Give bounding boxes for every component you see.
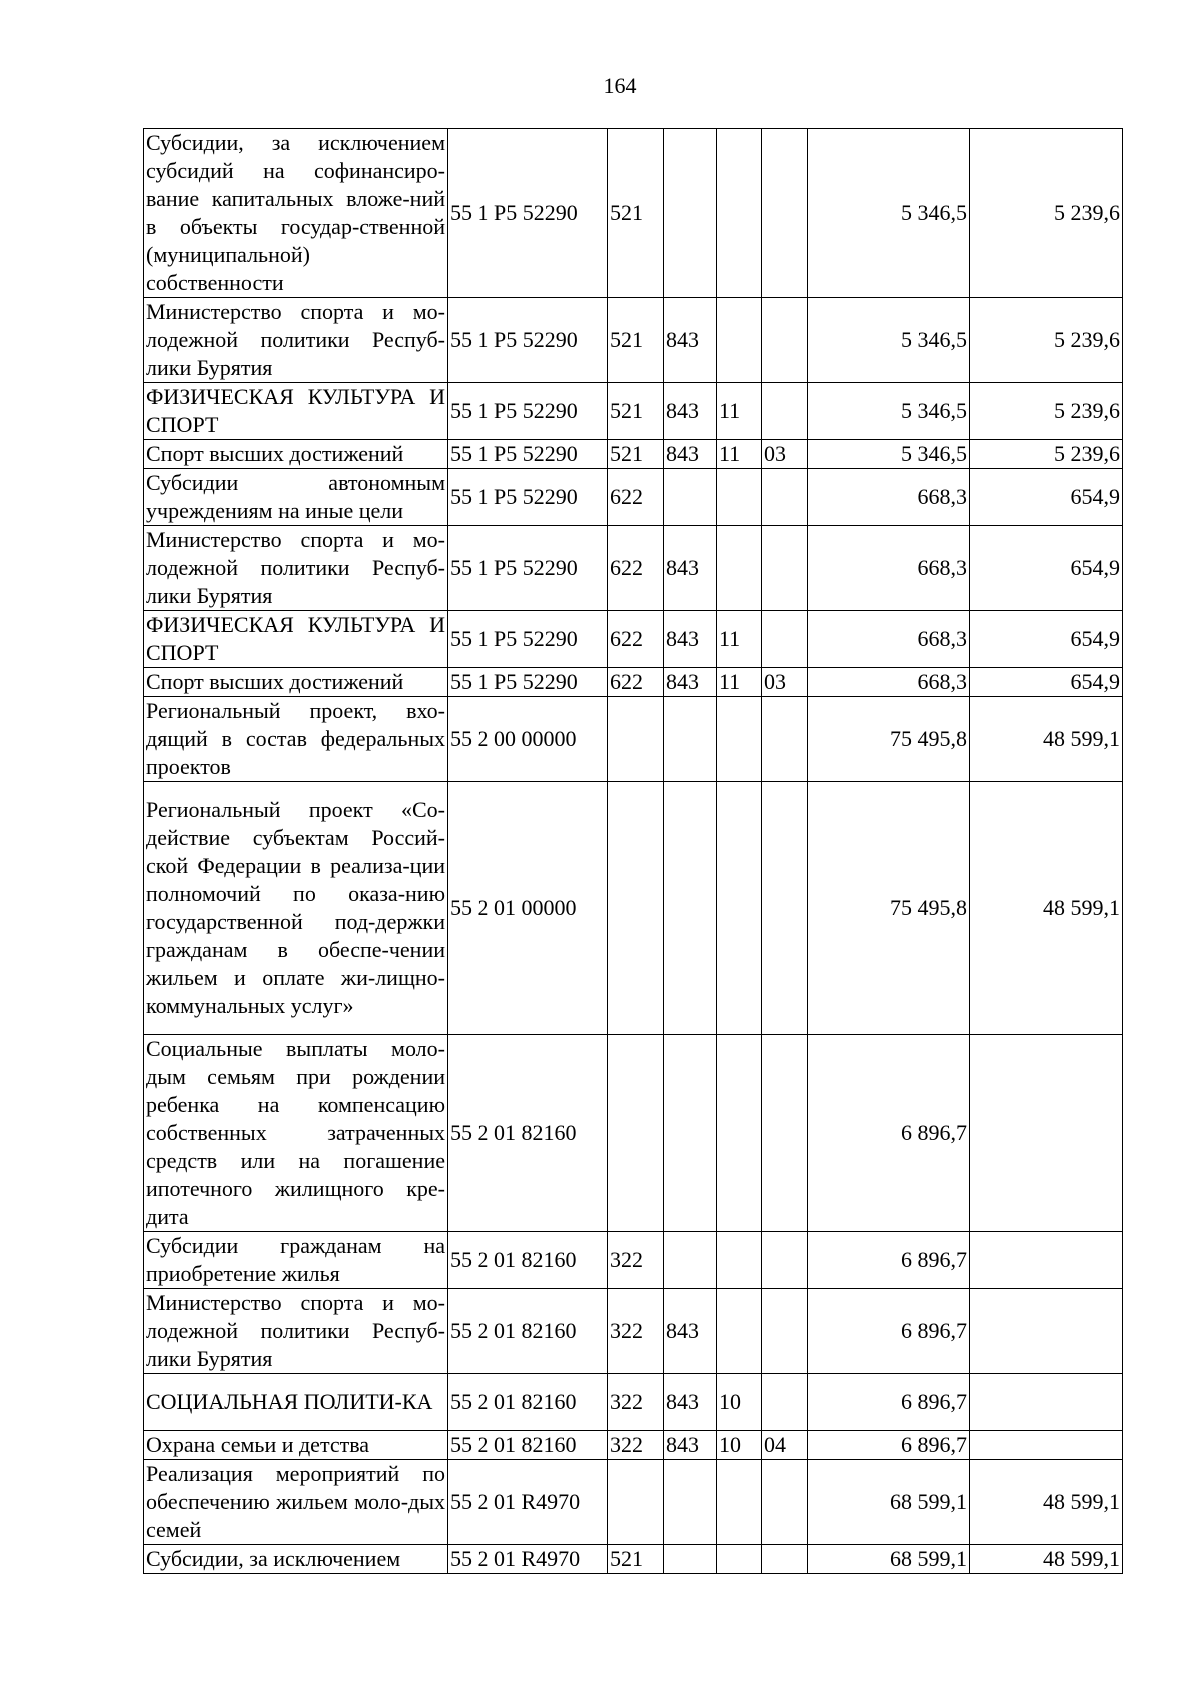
cell-expense-type: 521 bbox=[608, 440, 664, 469]
cell-name: Спорт высших достижений bbox=[144, 668, 448, 697]
table-row bbox=[144, 526, 1123, 611]
cell-expense-type bbox=[608, 782, 664, 1035]
cell-amount-1: 75 495,8 bbox=[808, 782, 970, 1035]
cell-amount-2: 5 239,6 bbox=[970, 440, 1123, 469]
cell-section: 11 bbox=[717, 668, 762, 697]
cell-name: Спорт высших достижений bbox=[144, 440, 448, 469]
cell-expense-type: 521 bbox=[608, 383, 664, 440]
cell-section bbox=[717, 1545, 762, 1574]
table-row bbox=[144, 611, 1123, 668]
cell-name: Реализация мероприятий по обеспечению жильем моло-дых семей bbox=[144, 1460, 448, 1545]
cell-ministry-code: 843 bbox=[664, 440, 717, 469]
cell-amount-2: 48 599,1 bbox=[970, 697, 1123, 782]
cell-subsection: 03 bbox=[762, 440, 808, 469]
table-row bbox=[144, 298, 1123, 383]
cell-expense-type: 322 bbox=[608, 1374, 664, 1431]
table-row bbox=[144, 383, 1123, 440]
cell-section bbox=[717, 1035, 762, 1232]
cell-expense-type bbox=[608, 1035, 664, 1232]
cell-expense-type: 622 bbox=[608, 469, 664, 526]
cell-amount-1: 75 495,8 bbox=[808, 697, 970, 782]
cell-section bbox=[717, 469, 762, 526]
cell-expense-type: 521 bbox=[608, 129, 664, 298]
table-row bbox=[144, 440, 1123, 469]
cell-name: Региональный проект, вхо-дящий в состав федеральных проектов bbox=[144, 697, 448, 782]
cell-name: Субсидии гражданам на приобретение жилья bbox=[144, 1232, 448, 1289]
cell-code: 55 1 P5 52290 bbox=[448, 383, 608, 440]
cell-ministry-code bbox=[664, 1545, 717, 1574]
cell-amount-1: 68 599,1 bbox=[808, 1545, 970, 1574]
cell-section bbox=[717, 129, 762, 298]
cell-name: ФИЗИЧЕСКАЯ КУЛЬТУРА И СПОРТ bbox=[144, 383, 448, 440]
cell-subsection bbox=[762, 697, 808, 782]
cell-code: 55 2 01 82160 bbox=[448, 1431, 608, 1460]
cell-amount-2: 48 599,1 bbox=[970, 1545, 1123, 1574]
cell-name: Министерство спорта и мо-лодежной политики Респуб-лики Бурятия bbox=[144, 1289, 448, 1374]
cell-amount-1: 5 346,5 bbox=[808, 298, 970, 383]
cell-amount-1: 668,3 bbox=[808, 526, 970, 611]
cell-section bbox=[717, 782, 762, 1035]
cell-amount-2: 5 239,6 bbox=[970, 298, 1123, 383]
cell-amount-2: 654,9 bbox=[970, 469, 1123, 526]
cell-ministry-code bbox=[664, 1232, 717, 1289]
cell-subsection: 04 bbox=[762, 1431, 808, 1460]
cell-code: 55 1 P5 52290 bbox=[448, 469, 608, 526]
cell-name: Региональный проект «Со-действие субъектам Россий-ской Федерации в реализа-ции полномочий по оказа-нию государственной под-держки гражданам в обеспе-чении жильем и оплате жи-лищно-коммунальных услуг» bbox=[144, 782, 448, 1035]
cell-section: 10 bbox=[717, 1374, 762, 1431]
cell-expense-type bbox=[608, 697, 664, 782]
cell-amount-1: 668,3 bbox=[808, 668, 970, 697]
cell-amount-1: 68 599,1 bbox=[808, 1460, 970, 1545]
cell-amount-2 bbox=[970, 1289, 1123, 1374]
cell-name: СОЦИАЛЬНАЯ ПОЛИТИ-КА bbox=[144, 1374, 448, 1431]
cell-ministry-code bbox=[664, 1035, 717, 1232]
table-row bbox=[144, 1460, 1123, 1545]
cell-expense-type bbox=[608, 1460, 664, 1545]
cell-amount-2: 48 599,1 bbox=[970, 1460, 1123, 1545]
cell-ministry-code bbox=[664, 129, 717, 298]
cell-amount-2: 5 239,6 bbox=[970, 129, 1123, 298]
cell-ministry-code: 843 bbox=[664, 668, 717, 697]
cell-amount-2 bbox=[970, 1232, 1123, 1289]
cell-section bbox=[717, 1289, 762, 1374]
cell-name: Охрана семьи и детства bbox=[144, 1431, 448, 1460]
cell-amount-2: 654,9 bbox=[970, 611, 1123, 668]
cell-code: 55 2 01 00000 bbox=[448, 782, 608, 1035]
table-row bbox=[144, 1232, 1123, 1289]
cell-amount-2 bbox=[970, 1035, 1123, 1232]
cell-section: 11 bbox=[717, 611, 762, 668]
cell-subsection bbox=[762, 383, 808, 440]
cell-name: Министерство спорта и мо-лодежной политики Респуб-лики Бурятия bbox=[144, 526, 448, 611]
cell-code: 55 1 P5 52290 bbox=[448, 526, 608, 611]
cell-amount-1: 5 346,5 bbox=[808, 129, 970, 298]
cell-name: Социальные выплаты моло-дым семьям при рождении ребенка на компенсацию собственных затраченных средств или на погашение ипотечного жилищного кре-дита bbox=[144, 1035, 448, 1232]
cell-code: 55 1 P5 52290 bbox=[448, 298, 608, 383]
table-row bbox=[144, 1545, 1123, 1574]
cell-amount-2: 654,9 bbox=[970, 668, 1123, 697]
cell-code: 55 2 01 82160 bbox=[448, 1035, 608, 1232]
cell-code: 55 2 01 82160 bbox=[448, 1232, 608, 1289]
table-row bbox=[144, 1035, 1123, 1232]
cell-code: 55 2 00 00000 bbox=[448, 697, 608, 782]
cell-code: 55 2 01 82160 bbox=[448, 1374, 608, 1431]
cell-subsection bbox=[762, 1289, 808, 1374]
cell-section: 11 bbox=[717, 383, 762, 440]
cell-ministry-code bbox=[664, 782, 717, 1035]
cell-name: Министерство спорта и мо-лодежной политики Респуб-лики Бурятия bbox=[144, 298, 448, 383]
cell-amount-1: 6 896,7 bbox=[808, 1289, 970, 1374]
cell-section bbox=[717, 298, 762, 383]
cell-name: Субсидии, за исключением bbox=[144, 1545, 448, 1574]
cell-ministry-code: 843 bbox=[664, 611, 717, 668]
cell-code: 55 2 01 82160 bbox=[448, 1289, 608, 1374]
cell-section: 10 bbox=[717, 1431, 762, 1460]
table-row bbox=[144, 1289, 1123, 1374]
cell-expense-type: 521 bbox=[608, 298, 664, 383]
table-row bbox=[144, 1374, 1123, 1431]
cell-ministry-code bbox=[664, 697, 717, 782]
cell-subsection bbox=[762, 469, 808, 526]
cell-expense-type: 521 bbox=[608, 1545, 664, 1574]
cell-amount-2 bbox=[970, 1431, 1123, 1460]
table-row bbox=[144, 129, 1123, 298]
cell-name: Субсидии автономным учреждениям на иные цели bbox=[144, 469, 448, 526]
cell-expense-type: 322 bbox=[608, 1431, 664, 1460]
cell-subsection bbox=[762, 298, 808, 383]
cell-amount-1: 5 346,5 bbox=[808, 440, 970, 469]
cell-subsection bbox=[762, 1232, 808, 1289]
cell-ministry-code: 843 bbox=[664, 1374, 717, 1431]
cell-subsection: 03 bbox=[762, 668, 808, 697]
cell-ministry-code bbox=[664, 469, 717, 526]
cell-section bbox=[717, 1460, 762, 1545]
cell-ministry-code: 843 bbox=[664, 1289, 717, 1374]
table-row bbox=[144, 469, 1123, 526]
cell-code: 55 1 P5 52290 bbox=[448, 668, 608, 697]
cell-subsection bbox=[762, 129, 808, 298]
cell-subsection bbox=[762, 782, 808, 1035]
cell-code: 55 1 P5 52290 bbox=[448, 440, 608, 469]
cell-ministry-code: 843 bbox=[664, 383, 717, 440]
cell-subsection bbox=[762, 1374, 808, 1431]
table-row bbox=[144, 697, 1123, 782]
cell-amount-1: 6 896,7 bbox=[808, 1374, 970, 1431]
cell-subsection bbox=[762, 1545, 808, 1574]
cell-ministry-code: 843 bbox=[664, 526, 717, 611]
cell-expense-type: 322 bbox=[608, 1232, 664, 1289]
table-row bbox=[144, 1431, 1123, 1460]
cell-ministry-code bbox=[664, 1460, 717, 1545]
cell-amount-1: 5 346,5 bbox=[808, 383, 970, 440]
table-body bbox=[144, 129, 1123, 1574]
cell-amount-1: 6 896,7 bbox=[808, 1431, 970, 1460]
table-row bbox=[144, 782, 1123, 1035]
page-number: 164 bbox=[603, 73, 637, 98]
cell-expense-type: 322 bbox=[608, 1289, 664, 1374]
cell-ministry-code: 843 bbox=[664, 1431, 717, 1460]
cell-amount-2 bbox=[970, 1374, 1123, 1431]
cell-expense-type: 622 bbox=[608, 611, 664, 668]
cell-name: Субсидии, за исключением субсидий на софинансиро-вание капитальных вложе-ний в объекты государ-ственной (муниципальной) собственности bbox=[144, 129, 448, 298]
cell-ministry-code: 843 bbox=[664, 298, 717, 383]
table-row bbox=[144, 668, 1123, 697]
cell-section bbox=[717, 1232, 762, 1289]
cell-amount-1: 6 896,7 bbox=[808, 1035, 970, 1232]
cell-subsection bbox=[762, 1460, 808, 1545]
cell-code: 55 1 P5 52290 bbox=[448, 129, 608, 298]
cell-name: ФИЗИЧЕСКАЯ КУЛЬТУРА И СПОРТ bbox=[144, 611, 448, 668]
cell-code: 55 1 P5 52290 bbox=[448, 611, 608, 668]
cell-amount-1: 6 896,7 bbox=[808, 1232, 970, 1289]
cell-expense-type: 622 bbox=[608, 668, 664, 697]
cell-subsection bbox=[762, 526, 808, 611]
cell-amount-2: 48 599,1 bbox=[970, 782, 1123, 1035]
cell-amount-2: 5 239,6 bbox=[970, 383, 1123, 440]
cell-section bbox=[717, 526, 762, 611]
cell-code: 55 2 01 R4970 bbox=[448, 1460, 608, 1545]
cell-subsection bbox=[762, 1035, 808, 1232]
cell-expense-type: 622 bbox=[608, 526, 664, 611]
cell-section bbox=[717, 697, 762, 782]
cell-code: 55 2 01 R4970 bbox=[448, 1545, 608, 1574]
budget-table bbox=[143, 128, 1123, 1574]
cell-amount-2: 654,9 bbox=[970, 526, 1123, 611]
cell-section: 11 bbox=[717, 440, 762, 469]
cell-amount-1: 668,3 bbox=[808, 611, 970, 668]
cell-subsection bbox=[762, 611, 808, 668]
cell-amount-1: 668,3 bbox=[808, 469, 970, 526]
